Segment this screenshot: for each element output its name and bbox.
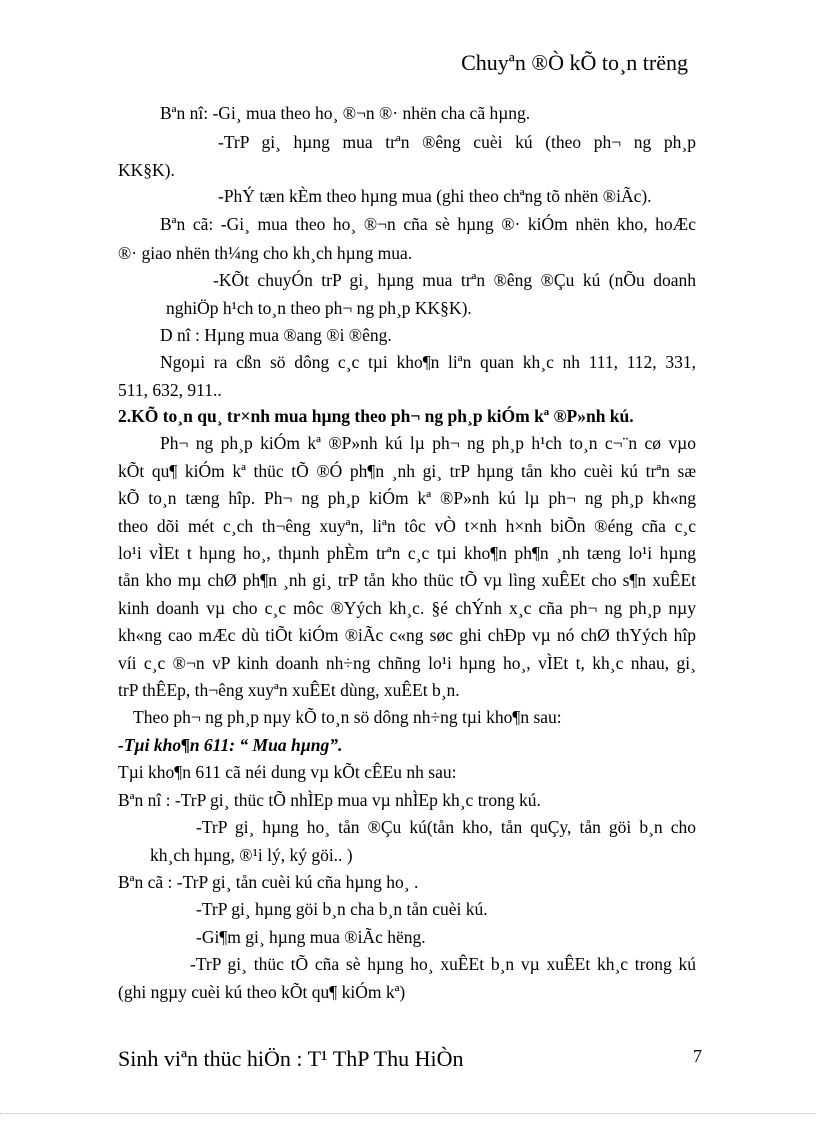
section-heading: 2.KÕ to¸n qu¸ tr×nh mua hµng theo ph¬ ng ph¸p kiÓm kª ®P»nh kú. xyxy=(118,406,634,426)
text-line: trP thÊEp, th¬êng xuyªn xuÊEt dùng, xuÊEt b¸n. xyxy=(118,680,460,700)
text-line: -PhÝ tæn kÈm theo hµng mua (ghi theo chªng tõ nhën ®iÃc). xyxy=(218,186,652,206)
text-line: Bªn cã: -Gi¸ mua theo ho¸ ®¬n cña sè hµng ®· kiÓm nhën kho, hoÆc xyxy=(160,214,696,234)
text-line: Ngoµi ra cßn sö dông c¸c tµi kho¶n liªn quan kh¸c nh 111, 112, 331, xyxy=(160,352,696,372)
page-header: Chuyªn ®Ò kÕ to¸n trëng xyxy=(461,50,688,75)
text-line: Ph¬ ng ph¸p kiÓm kª ®P»nh kú lµ ph¬ ng ph¸p h¹ch to¸n c¬¨n cø vµo xyxy=(160,433,696,453)
text-line: -TrP gi¸ hµng göi b¸n cha b¸n tån cuèi kú. xyxy=(196,899,488,919)
text-line: Theo ph¬ ng ph¸p nµy kÕ to¸n sö dông nh÷ng tµi kho¶n sau: xyxy=(133,707,562,727)
text-line: kh«ng cao mÆc dù tiÕt kiÓm ®iÃc c«ng søc ghi chÐp vµ nó chØ thYých hîp xyxy=(118,625,696,645)
text-line: theo dõi mét c¸ch th¬êng xuyªn, liªn tôc vÒ t×nh h×nh biÕn ®éng cña c¸c xyxy=(118,516,696,536)
text-line: kÕ to¸n tæng hîp. Ph¬ ng ph¸p kiÓm kª ®P»nh kú lµ ph¬ ng ph¸p kh«ng xyxy=(118,488,696,508)
text-line: -TrP gi¸ hµng ho¸ tån ®Çu kú(tån kho, tån quÇy, tån göi b¸n cho xyxy=(196,817,696,837)
text-line: -TrP gi¸ thüc tÕ cña sè hµng ho¸ xuÊEt b¸n vµ xuÊEt kh¸c trong kú xyxy=(190,954,696,974)
text-line: kh¸ch hµng, ®¹i lý, ký göi.. ) xyxy=(150,845,353,865)
text-line: Bªn nî: -Gi¸ mua theo ho¸ ®¬n ®· nhën cha cã hµng. xyxy=(160,103,531,123)
text-line: víi c¸c ®¬n vP kinh doanh nh÷ng chñng lo¹i hµng ho¸, vÌEt t, kh¸c nhau, gi¸ xyxy=(118,653,696,673)
text-line: Bªn nî : -TrP gi¸ thüc tÕ nhÌEp mua vµ nhÌEp kh¸c trong kú. xyxy=(118,790,541,810)
text-line: nghiÖp h¹ch to¸n theo ph¬ ng ph¸p KK§K). xyxy=(166,298,472,318)
text-line: Bªn cã : -TrP gi¸ tån cuèi kú cña hµng ho¸ . xyxy=(118,872,419,892)
text-line: KK§K). xyxy=(118,160,175,180)
page-bottom-rule xyxy=(0,1113,816,1114)
text-line: tån kho mµ chØ ph¶n ¸nh gi¸ trP tån kho thüc tÕ vµ lìng xuÊEt cho s¶n xuÊEt xyxy=(118,570,696,590)
page-number: 7 xyxy=(693,1046,702,1066)
text-line: kÕt qu¶ kiÓm kª thüc tÕ ®Ó ph¶n ¸nh gi¸ trP hµng tån kho cuèi kú trªn sæ xyxy=(118,461,696,481)
text-line: -KÕt chuyÓn trP gi¸ hµng mua trªn ®êng ®Çu kú (nÕu doanh xyxy=(213,270,696,290)
text-line: (ghi ngµy cuèi kú theo kÕt qu¶ kiÓm kª) xyxy=(118,982,406,1002)
account-heading: -Tµi kho¶n 611: “ Mua hµng”. xyxy=(118,735,343,755)
text-line: ®· giao nhën th¼ng cho kh¸ch hµng mua. xyxy=(118,243,413,263)
text-line: -Gi¶m gi¸ hµng mua ®iÃc hëng. xyxy=(196,927,426,947)
text-line: D nî : Hµng mua ®ang ®i ®êng. xyxy=(160,325,392,345)
text-line: Tµi kho¶n 611 cã néi dung vµ kÕt cÊEu nh sau: xyxy=(118,762,457,782)
footer-author: Sinh viªn thüc hiÖn : T¹ ThP Thu HiÒn xyxy=(118,1046,464,1071)
text-line: -TrP gi¸ hµng mua trªn ®êng cuèi kú (theo ph¬ ng ph¸p xyxy=(218,132,696,152)
text-line: lo¹i vÌEt t hµng ho¸, thµnh phÈm trªn c¸c tµi kho¶n ph¶n ¸nh tæng lo¹i hµng xyxy=(118,543,696,563)
text-line: 511, 632, 911.. xyxy=(118,380,222,400)
text-line: kinh doanh vµ cho c¸c môc ®Yých kh¸c. §é chÝnh x¸c cña ph¬ ng ph¸p nµy xyxy=(118,598,696,618)
